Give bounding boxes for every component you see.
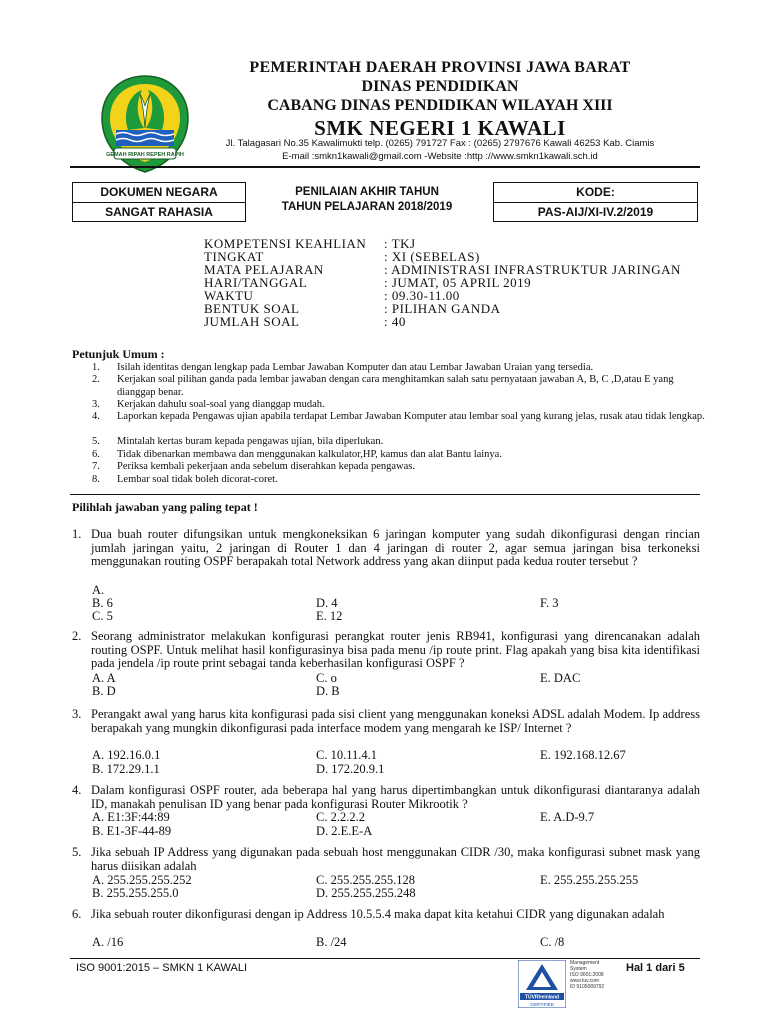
info-row: KOMPETENSI KEAHLIAN : TKJ — [204, 236, 416, 251]
option-d[interactable]: D. 172.20.9.1 — [316, 762, 385, 776]
answer-instruction: Pilihlah jawaban yang paling tepat ! — [72, 500, 258, 514]
cert-brand: TÜVRheinland — [524, 994, 560, 1001]
option-e[interactable]: E. 12 — [316, 609, 343, 623]
option-c[interactable]: C. /8 — [540, 935, 565, 949]
code-value: PAS-AIJ/XI-IV.2/2019 — [537, 205, 654, 219]
footer-divider — [70, 958, 700, 959]
option-b[interactable]: B. /24 — [316, 935, 347, 949]
question-text: Dalam konfigurasi OSPF router, ada beberapa hal yang harus dipertimbangkan untuk dikonfigurasi diantaranya adalah ID, manakah penulisan ID yang benar pada konfigurasi Router Mikrootik ? — [91, 783, 700, 811]
option-c[interactable]: C. 2.2.2.2 — [316, 810, 365, 824]
option-d[interactable]: D. 4 — [316, 596, 338, 610]
info-row: WAKTU : 09.30-11.00 — [204, 288, 460, 303]
secrecy-label: SANGAT RAHASIA — [105, 205, 213, 219]
option-c[interactable]: C. 255.255.255.128 — [316, 873, 415, 887]
question-text: Jika sebuah router dikonfigurasi dengan ip Address 10.5.5.4 maka dapat kita ketahui CIDR yang digunakan adalah — [91, 907, 665, 921]
option-b[interactable]: B. 172.29.1.1 — [92, 762, 160, 776]
tuv-certification-badge-icon — [518, 960, 566, 1008]
page-number: Hal 1 dari 5 — [626, 962, 685, 974]
option-a[interactable]: A. E1:3F:44:89 — [92, 810, 170, 824]
option-b[interactable]: B. 6 — [92, 596, 113, 610]
option-d[interactable]: D. 255.255.255.248 — [316, 886, 416, 900]
cert-label: CERTIFIED — [530, 1002, 554, 1007]
header-agency: DINAS PENDIDIKAN — [361, 78, 519, 95]
classification-label: DOKUMEN NEGARA — [73, 183, 245, 203]
option-a[interactable]: A. 255.255.255.252 — [92, 873, 192, 887]
academic-year: TAHUN PELAJARAN 2018/2019 — [281, 201, 453, 213]
header-government: PEMERINTAH DAERAH PROVINSI JAWA BARAT — [249, 59, 631, 76]
section-divider — [70, 494, 700, 495]
exam-name: PENILAIAN AKHIR TAHUN — [295, 186, 439, 198]
option-a[interactable]: A. — [92, 583, 105, 597]
header-branch: CABANG DINAS PENDIDIKAN WILAYAH XIII — [267, 97, 613, 114]
option-c[interactable]: C. o — [316, 671, 337, 685]
option-a[interactable]: A. /16 — [92, 935, 124, 949]
option-d[interactable]: D. 2.E.E-A — [316, 824, 373, 838]
info-row: BENTUK SOAL : PILIHAN GANDA — [204, 301, 501, 316]
info-row: JUMLAH SOAL : 40 — [204, 314, 406, 329]
school-address: Jl. Talagasari No.35 Kawalimukti telp. (0265) 791727 Fax : (0265) 2797676 Kawali 46253 Kab. Ciamis — [225, 138, 655, 149]
info-row: MATA PELAJARAN : ADMINISTRASI INFRASTRUKTUR JARINGAN — [204, 262, 681, 277]
option-a[interactable]: A. 192.16.0.1 — [92, 748, 161, 762]
question-text: Perangakt awal yang harus kita konfigurasi pada sisi client yang menggunakan koneksi ADSL adalah Modem. Ip address berapakah yang mungkin dikonfigurasi pada interface modem yang mengarah ke ISP/ Internet ? — [91, 707, 700, 735]
option-c[interactable]: C. 5 — [92, 609, 113, 623]
option-b[interactable]: B. 255.255.255.0 — [92, 886, 179, 900]
option-e[interactable]: E. 255.255.255.255 — [540, 873, 639, 887]
cert-details: Management System ISO 9001:2008 www.tuv.com ID 9105089792 — [570, 960, 605, 990]
code-label: KODE: — [494, 183, 697, 203]
header-divider — [70, 166, 700, 168]
option-c[interactable]: C. 10.11.4.1 — [316, 748, 377, 762]
info-row: HARI/TANGGAL : JUMAT, 05 APRIL 2019 — [204, 275, 532, 290]
info-row: TINGKAT : XI (SEBELAS) — [204, 249, 480, 264]
option-f[interactable]: F. 3 — [540, 596, 559, 610]
question-text: Seorang administrator melakukan konfigurasi perangkat router jenis RB941, konfigurasi yang direncanakan adalah routing OSPF. Untuk melihat hasil konfigurasinya bisa pada menu /ip route print. Flag apakah yang bisa kita identifikasi pada jendela /ip route print sebagai tanda keberhasilan konfigurasi OSPF ? — [91, 629, 700, 670]
school-contact: E-mail :smkn1kawali@gmail.com -Website :http ://www.smkn1kawali.sch.id — [282, 151, 598, 162]
option-d[interactable]: D. B — [316, 684, 340, 698]
classification-box — [72, 182, 246, 222]
option-e[interactable]: E. 192.168.12.67 — [540, 748, 626, 762]
logo-motto: GEMAH RIPAH REPEH RAPIH — [106, 152, 184, 158]
question-text: Jika sebuah IP Address yang digunakan pada sebuah host menggunakan CIDR /30, maka konfigurasi subnet mask yang harus diisikan adalah — [91, 845, 700, 873]
option-a[interactable]: A. A — [92, 671, 116, 685]
school-name: SMK NEGERI 1 KAWALI — [314, 116, 566, 140]
option-b[interactable]: B. E1-3F-44-89 — [92, 824, 172, 838]
question-text: Dua buah router difungsikan untuk mengkoneksikan 6 jaringan komputer yang sudah dikonfigurasi dengan rincian jumlah jaringan yaitu, 2 jaringan di Router 1 dan 4 jaringan di router 2, agar semua jaringan bisa terkoneksi menggunakan routing OSPF berapakah total Network address yang akan diinput pada kedua router tersebut ? — [91, 527, 700, 568]
code-box — [493, 182, 698, 222]
instructions-title: Petunjuk Umum : — [72, 347, 165, 361]
option-e[interactable]: E. DAC — [540, 671, 581, 685]
option-e[interactable]: E. A.D-9.7 — [540, 810, 595, 824]
option-b[interactable]: B. D — [92, 684, 116, 698]
footer-iso-label: ISO 9001:2015 – SMKN 1 KAWALI — [76, 962, 247, 974]
exam-title — [262, 185, 472, 215]
